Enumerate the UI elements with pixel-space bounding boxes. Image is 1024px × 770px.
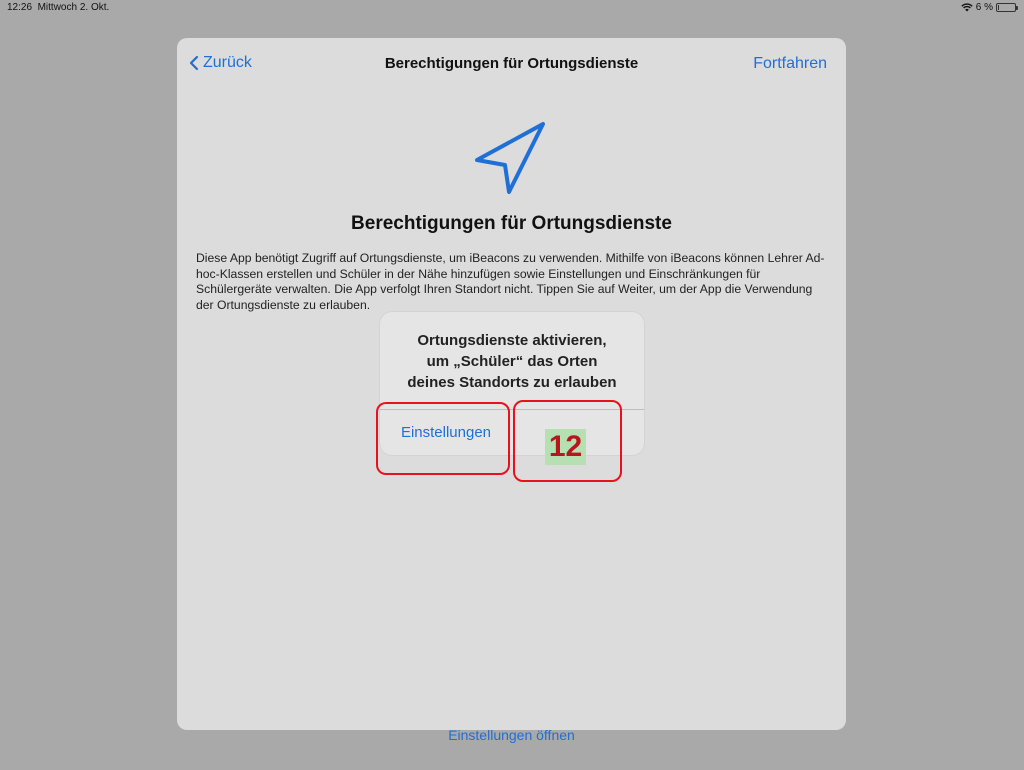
highlight-box-settings <box>376 402 510 475</box>
alert-title <box>380 330 644 393</box>
back-button-label: Zurück <box>203 54 252 71</box>
alert-title-line-3: deines Standorts zu erlauben <box>407 374 617 391</box>
alert-title-line-1: Ortungsdienste aktivieren, <box>417 332 607 349</box>
status-bar <box>0 0 1024 16</box>
step-number-badge: 12 <box>545 429 586 465</box>
wifi-icon <box>961 3 973 12</box>
status-indicators <box>961 2 1016 13</box>
nav-title: Berechtigungen für Ortungsdienste <box>384 55 639 72</box>
alert-title-line-2: um „Schüler“ das Orten <box>426 353 598 370</box>
battery-percent: 6 % <box>975 2 993 13</box>
alert-settings-button[interactable]: Einstellungen <box>400 424 492 441</box>
description-text: Diese App benötigt Zugriff auf Ortungsdienste, um iBeacons zu verwenden. Mithilfe von iBeacons können Lehrer Ad-hoc-Klassen erstellen und Schüler in der Nähe hinzufügen sowie Einstellungen und Einschränkungen für Schülergeräte verwalten. Die App verfolgt Ihren Standort nicht. Tippen Sie auf Weiter, um der App die Verwendung der Ortungsdienste zu erlauben. <box>196 251 825 312</box>
status-time: 12:26 <box>7 2 33 13</box>
status-date: Mittwoch 2. Okt. <box>37 2 110 13</box>
battery-level <box>998 5 999 10</box>
status-time-date <box>7 2 109 13</box>
battery-icon <box>996 3 1016 12</box>
continue-button[interactable]: Fortfahren <box>753 55 827 72</box>
page-heading: Berechtigungen für Ortungsdienste <box>351 213 672 234</box>
location-arrow-icon <box>469 116 553 200</box>
open-settings-link[interactable]: Einstellungen öffnen <box>448 727 575 743</box>
